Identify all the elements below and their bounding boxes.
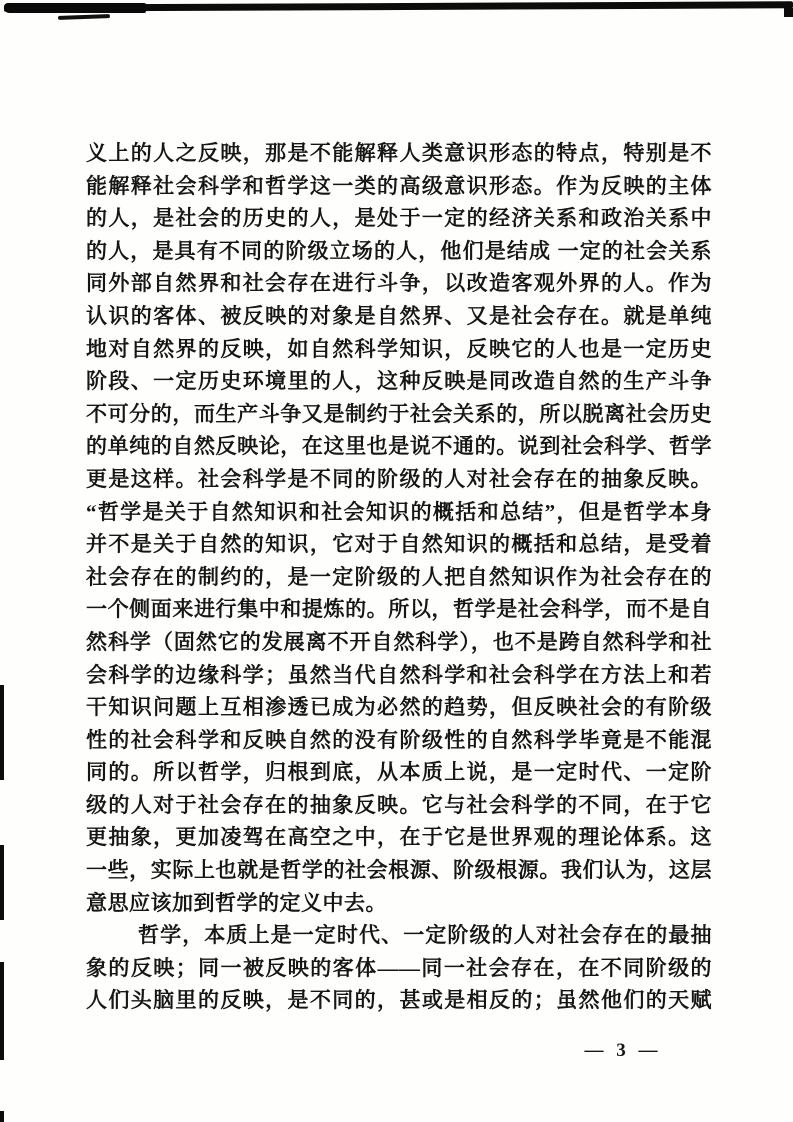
- text-line: 地对自然界的反映，如自然科学知识，反映它的人也是一定历史: [86, 336, 712, 361]
- scan-mark-left-1: [0, 685, 4, 780]
- scan-smear-top-left-blob: [4, 3, 146, 13]
- scan-smear-top-right: [784, 8, 793, 17]
- text-line: 阶段、一定历史环境里的人，这种反映是同改造自然的生产斗争: [86, 369, 712, 394]
- text-line: 的人，是社会的历史的人，是处于一定的经济关系和政治关系中: [86, 206, 712, 231]
- text-line: 一个侧面来进行集中和提炼的。所以，哲学是社会科学，而不是自: [86, 597, 712, 622]
- text-line: 同的。所以哲学，归根到底，从本质上说，是一定时代、一定阶: [86, 760, 712, 785]
- scan-mark-left-3: [0, 962, 4, 1060]
- text-line: 人们头脑里的反映，是不同的，甚或是相反的；虽然他们的天赋: [86, 988, 712, 1013]
- body-text: [86, 137, 712, 1017]
- text-line-paragraph-start: 哲学，本质上是一定时代、一定阶级的人对社会存在的最抽: [138, 923, 712, 948]
- text-line: 更是这样。社会科学是不同的阶级的人对社会存在的抽象反映。: [86, 466, 712, 491]
- text-line: 级的人对于社会存在的抽象反映。它与社会科学的不同，在于它: [86, 792, 712, 817]
- text-line: 然科学（固然它的发展离不开自然科学），也不是跨自然科学和社: [86, 629, 712, 654]
- text-line: 更抽象，更加凌驾在高空之中，在于它是世界观的理论体系。这: [86, 825, 712, 850]
- text-line: 象的反映；同一被反映的客体——同一社会存在，在不同阶级的: [86, 955, 712, 980]
- text-line: “哲学是关于自然知识和社会知识的概括和总结”，但是哲学本身: [86, 499, 712, 524]
- text-line: 不可分的，而生产斗争又是制约于社会关系的，所以脱离社会历史: [86, 401, 712, 426]
- text-line: 同外部自然界和社会存在进行斗争，以改造客观外界的人。作为: [86, 271, 712, 296]
- text-line: 的单纯的自然反映论，在这里也是说不通的。说到社会科学、哲学: [86, 434, 712, 459]
- text-line: 会科学的边缘科学；虽然当代自然科学和社会科学在方法上和若: [86, 662, 712, 687]
- text-line: 认识的客体、被反映的对象是自然界、又是社会存在。就是单纯: [86, 303, 712, 328]
- text-line: 干知识问题上互相渗透已成为必然的趋势，但反映社会的有阶级: [86, 695, 712, 720]
- text-line: 一些，实际上也就是哲学的社会根源、阶级根源。我们认为，这层: [86, 858, 712, 883]
- scan-mark-left-4: [0, 1111, 4, 1122]
- text-line: 义上的人之反映，那是不能解释人类意识形态的特点，特别是不: [86, 141, 712, 165]
- text-line: 性的社会科学和反映自然的没有阶级性的自然科学毕竟是不能混: [86, 727, 712, 752]
- text-line: 并不是关于自然的知识，它对于自然知识的概括和总结，是受着: [86, 532, 712, 557]
- scan-smear-fragment: [58, 14, 110, 20]
- text-line: 的人，是具有不同的阶级立场的人，他们是结成 一定的社会关系: [86, 238, 712, 263]
- text-line: 社会存在的制约的，是一定阶级的人把自然知识作为社会存在的: [86, 564, 712, 589]
- text-line: 能解释社会科学和哲学这一类的高级意识形态。作为反映的主体: [86, 173, 712, 198]
- page-number: — 3 —: [584, 1040, 662, 1061]
- scan-mark-left-2: [0, 845, 4, 920]
- text-line-paragraph-end: 意思应该加到哲学的定义中去。: [86, 890, 387, 915]
